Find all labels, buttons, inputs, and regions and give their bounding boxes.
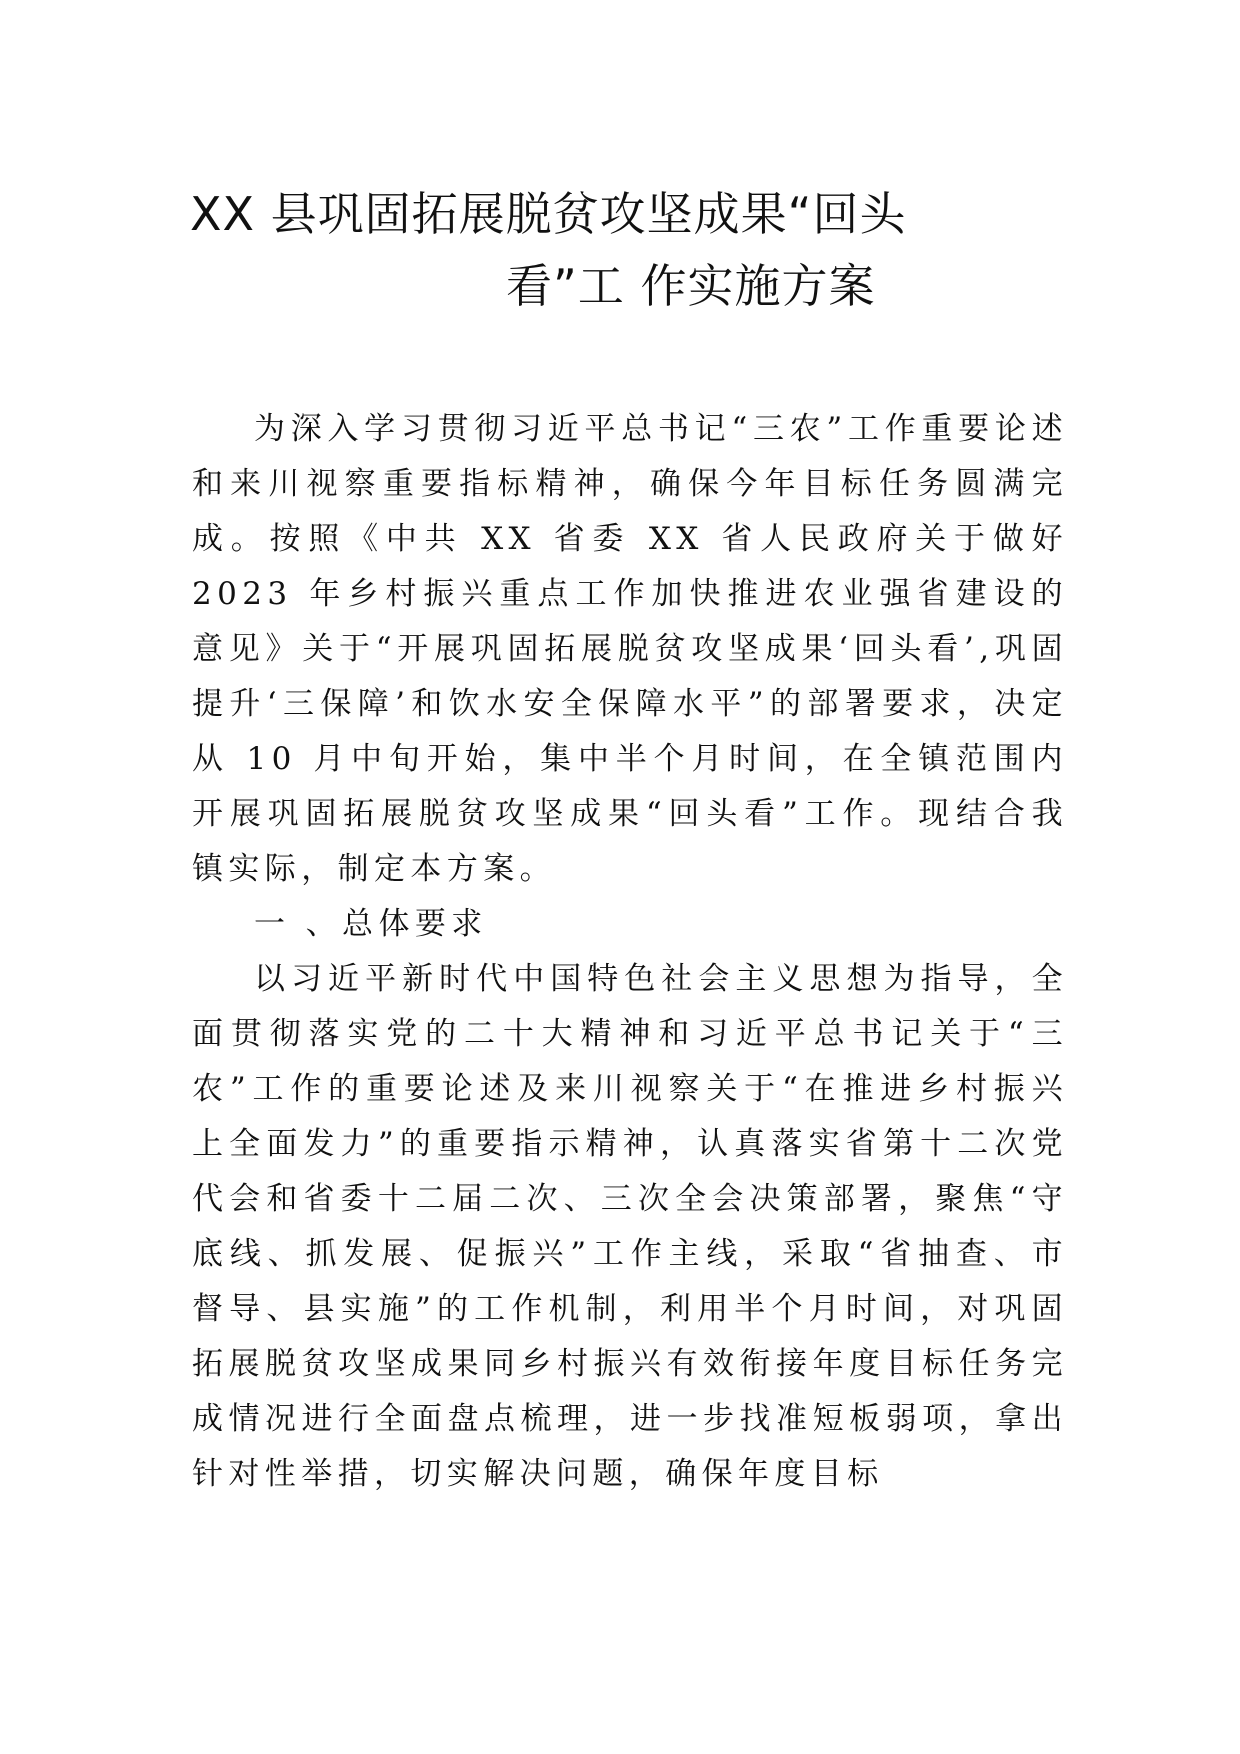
title-line-2: 看”工 作实施方案	[506, 259, 876, 313]
document-title	[190, 178, 1070, 322]
section-heading-general-requirements: 一 、总体要求	[254, 906, 488, 942]
title-line-1: XX 县巩固拓展脱贫攻坚成果“回头	[190, 187, 907, 241]
document-body	[192, 402, 1068, 1502]
general-requirements-paragraph: 以习近平新时代中国特色社会主义思想为指导，全面贯彻落实党的二十大精神和习近平总书记关于“三农”工作的重要论述及来川视察关于“在推进乡村振兴上全面发力”的重要指示精神，认真落实省第十二次党代会和省委十二届二次、三次全会决策部署，聚焦“守底线、抓发展、促振兴”工作主线，采取“省抽查、市督导、县实施”的工作机制，利用半个月时间，对巩固拓展脱贫攻坚成果同乡村振兴有效衔接年度目标任务完成情况进行全面盘点梳理，进一步找准短板弱项，拿出针对性举措，切实解决问题，确保年度目标	[192, 961, 1068, 1492]
intro-paragraph: 为深入学习贯彻习近平总书记“三农”工作重要论述和来川视察重要指标精神，确保今年目标任务圆满完成。按照《中共 XX 省委 XX 省人民政府关于做好2023 年乡村振兴重点工作加快推进农业强省建设的意见》关于“开展巩固拓展脱贫攻坚成果‘回头看’,巩固提升‘三保障’和饮水安全保障水平”的部署要求，决定从 10 月中旬开始，集中半个月时间，在全镇范围内开展巩固拓展脱贫攻坚成果“回头看”工作。现结合我镇实际，制定本方案。	[192, 411, 1068, 887]
